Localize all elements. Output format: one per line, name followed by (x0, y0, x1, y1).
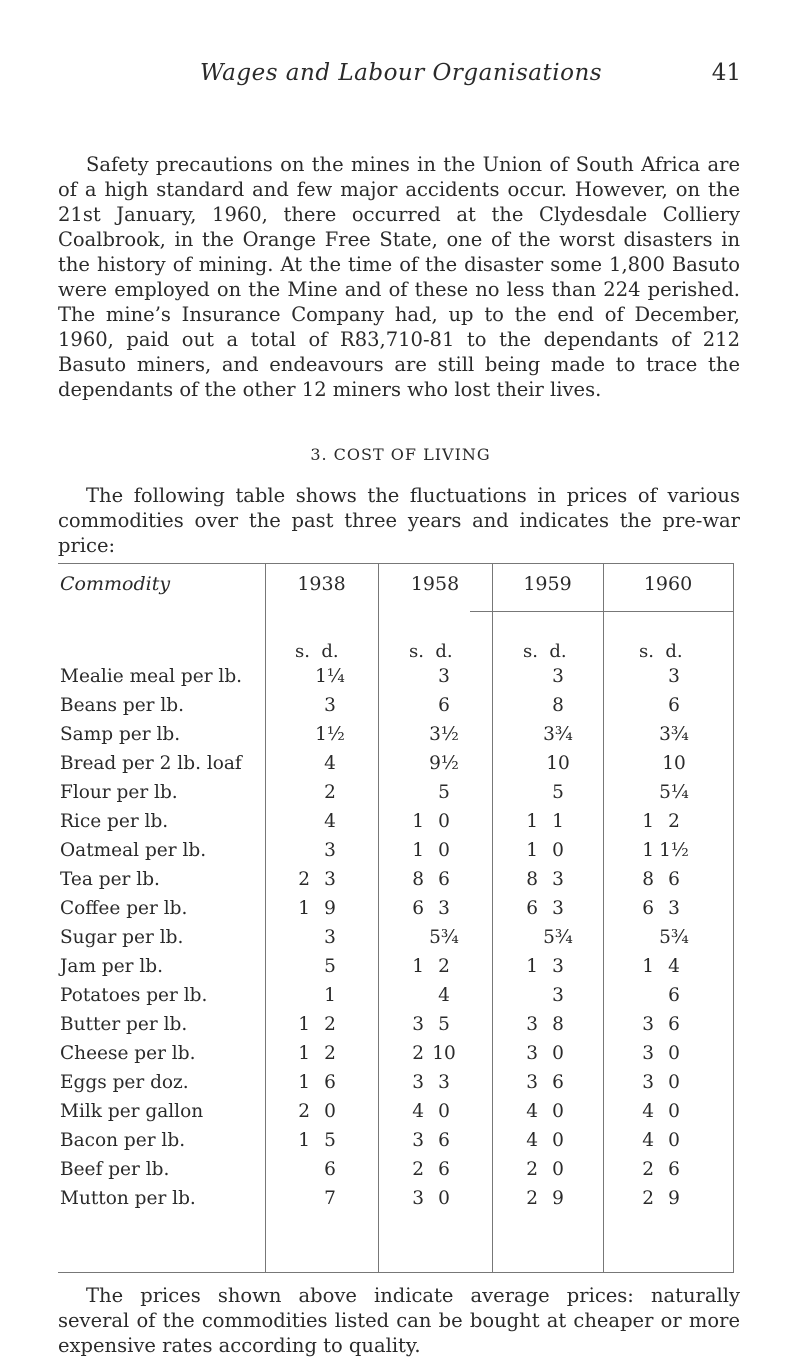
shillings-value: 4 (642, 1101, 654, 1122)
price-1938 (286, 1188, 350, 1209)
unit-label: s. d. (409, 641, 453, 662)
pence-value: 1 (324, 985, 336, 1006)
price-1960 (630, 782, 694, 803)
price-1938 (286, 898, 350, 919)
table-bottom-rule (58, 1272, 734, 1273)
pence-value: 6 (668, 695, 680, 716)
price-1959 (514, 1072, 578, 1093)
pence-value: 0 (438, 840, 450, 861)
price-1960 (630, 956, 694, 977)
pence-value: 1½ (659, 840, 689, 861)
price-1938 (286, 840, 350, 861)
unit-label: s. d. (295, 641, 339, 662)
shillings-value: 4 (526, 1130, 538, 1151)
shillings-value: 1 (298, 1130, 310, 1151)
table-row (58, 898, 734, 927)
shillings-value: 1 (298, 1014, 310, 1035)
price-1960 (630, 1014, 694, 1035)
commodity-name: Eggs per doz. (60, 1072, 189, 1093)
pence-value: 10 (662, 753, 686, 774)
pence-value: 2 (324, 782, 336, 803)
shillings-value: 6 (412, 898, 424, 919)
unit-label: s. d. (639, 641, 683, 662)
table-top-rule (58, 563, 734, 564)
pence-value: 5 (324, 1130, 336, 1151)
table-row (58, 1130, 734, 1159)
price-1938 (286, 927, 350, 948)
table-row (58, 782, 734, 811)
price-1938 (286, 811, 350, 832)
shillings-value: 4 (412, 1101, 424, 1122)
price-1938 (286, 1159, 350, 1180)
shillings-value: 8 (642, 869, 654, 890)
pence-value: 5 (324, 956, 336, 977)
shillings-value: 2 (412, 1043, 424, 1064)
price-1959 (514, 782, 578, 803)
shillings-value: 1 (412, 811, 424, 832)
commodity-name: Beef per lb. (60, 1159, 170, 1180)
commodity-name: Cheese per lb. (60, 1043, 196, 1064)
pence-value: 9½ (429, 753, 459, 774)
price-1959 (514, 695, 578, 716)
shillings-value: 1 (412, 840, 424, 861)
shillings-value: 2 (642, 1159, 654, 1180)
pence-value: 3 (552, 985, 564, 1006)
paragraph-price-note: The prices shown above indicate average prices: naturally several of the commodities listed can be bought at cheaper or more expensive rates according to quality. (58, 1284, 740, 1357)
price-1958 (400, 1043, 464, 1064)
shillings-value: 3 (412, 1072, 424, 1093)
pence-value: 0 (668, 1101, 680, 1122)
price-1960 (630, 666, 694, 687)
pence-value: 10 (432, 1043, 456, 1064)
pence-value: 1 (552, 811, 564, 832)
pence-value: 6 (438, 1130, 450, 1151)
pence-value: 3 (668, 666, 680, 687)
pence-value: 1¼ (315, 666, 345, 687)
price-1960 (630, 1072, 694, 1093)
shillings-value: 2 (642, 1188, 654, 1209)
pence-value: 6 (668, 1014, 680, 1035)
shillings-value: 1 (642, 956, 654, 977)
pence-value: 3 (438, 666, 450, 687)
price-1960 (630, 840, 694, 861)
pence-value: 6 (438, 869, 450, 890)
commodity-name: Bacon per lb. (60, 1130, 186, 1151)
pence-value: 0 (438, 1188, 450, 1209)
pence-value: 9 (668, 1188, 680, 1209)
commodity-name: Butter per lb. (60, 1014, 188, 1035)
table-row (58, 985, 734, 1014)
shillings-value: 6 (642, 898, 654, 919)
pence-value: 2 (438, 956, 450, 977)
commodity-name: Samp per lb. (60, 724, 181, 745)
shillings-value: 4 (642, 1130, 654, 1151)
commodity-name: Tea per lb. (60, 869, 160, 890)
price-1960 (630, 811, 694, 832)
table-row (58, 666, 734, 695)
commodity-name: Beans per lb. (60, 695, 185, 716)
shillings-value: 1 (526, 840, 538, 861)
pence-value: 3 (552, 666, 564, 687)
price-1958 (400, 753, 464, 774)
price-1958 (400, 956, 464, 977)
price-1938 (286, 869, 350, 890)
shillings-value: 2 (298, 1101, 310, 1122)
pence-value: 2 (324, 1014, 336, 1035)
price-1958 (400, 695, 464, 716)
price-1960 (630, 1043, 694, 1064)
commodity-name: Oatmeal per lb. (60, 840, 207, 861)
price-1959 (514, 724, 578, 745)
unit-label: s. d. (523, 641, 567, 662)
price-1938 (286, 666, 350, 687)
price-1938 (286, 1043, 350, 1064)
pence-value: 0 (552, 1101, 564, 1122)
shillings-value: 1 (526, 811, 538, 832)
pence-value: 10 (546, 753, 570, 774)
price-1960 (630, 724, 694, 745)
price-1960 (630, 695, 694, 716)
pence-value: 4 (324, 811, 336, 832)
price-1958 (400, 927, 464, 948)
price-1959 (514, 1014, 578, 1035)
pence-value: 0 (668, 1130, 680, 1151)
pence-value: 0 (552, 1130, 564, 1151)
price-1958 (400, 1072, 464, 1093)
table-row (58, 1101, 734, 1130)
pence-value: 4 (324, 753, 336, 774)
shillings-value: 1 (526, 956, 538, 977)
pence-value: 3 (324, 869, 336, 890)
shillings-value: 3 (642, 1043, 654, 1064)
table-row (58, 695, 734, 724)
price-1960 (630, 1101, 694, 1122)
pence-value: 6 (668, 869, 680, 890)
price-1958 (400, 724, 464, 745)
price-1938 (286, 956, 350, 977)
pence-value: 8 (552, 695, 564, 716)
price-1959 (514, 985, 578, 1006)
shillings-value: 3 (526, 1072, 538, 1093)
pence-value: 0 (668, 1072, 680, 1093)
pence-value: 5¾ (429, 927, 459, 948)
pence-value: 4 (438, 985, 450, 1006)
price-1938 (286, 695, 350, 716)
price-1958 (400, 1159, 464, 1180)
header-1958: 1958 (410, 573, 460, 595)
section-heading-cost-of-living: 3. COST OF LIVING (310, 445, 491, 464)
pence-value: 5 (438, 1014, 450, 1035)
commodity-name: Jam per lb. (60, 956, 164, 977)
price-1959 (514, 956, 578, 977)
shillings-value: 1 (642, 840, 654, 861)
pence-value: 8 (552, 1014, 564, 1035)
pence-value: 6 (668, 1159, 680, 1180)
pence-value: 5¾ (659, 927, 689, 948)
price-1938 (286, 1101, 350, 1122)
pence-value: 3 (552, 869, 564, 890)
price-1960 (630, 753, 694, 774)
pence-value: 6 (324, 1159, 336, 1180)
price-1959 (514, 1043, 578, 1064)
pence-value: 3¾ (543, 724, 573, 745)
pence-value: 0 (552, 840, 564, 861)
header-rule-1960 (603, 611, 734, 612)
running-title: Wages and Labour Organisations (200, 60, 603, 86)
pence-value: 6 (668, 985, 680, 1006)
page-header (0, 60, 801, 100)
price-1938 (286, 1014, 350, 1035)
pence-value: 9 (552, 1188, 564, 1209)
shillings-value: 2 (526, 1188, 538, 1209)
shillings-value: 1 (298, 1043, 310, 1064)
commodity-name: Mealie meal per lb. (60, 666, 243, 687)
price-1938 (286, 985, 350, 1006)
shillings-value: 1 (298, 1072, 310, 1093)
shillings-value: 3 (526, 1043, 538, 1064)
pence-value: 6 (438, 1159, 450, 1180)
price-1960 (630, 1130, 694, 1151)
price-1938 (286, 1072, 350, 1093)
shillings-value: 2 (412, 1159, 424, 1180)
price-1938 (286, 753, 350, 774)
pence-value: 3 (668, 898, 680, 919)
price-1960 (630, 869, 694, 890)
shillings-value: 3 (412, 1130, 424, 1151)
price-1958 (400, 1188, 464, 1209)
pence-value: 3 (552, 898, 564, 919)
pence-value: 2 (668, 811, 680, 832)
pence-value: 0 (324, 1101, 336, 1122)
commodity-name: Sugar per lb. (60, 927, 184, 948)
table-row (58, 1043, 734, 1072)
price-1960 (630, 985, 694, 1006)
pence-value: 5¾ (543, 927, 573, 948)
shillings-value: 1 (298, 898, 310, 919)
table-row (58, 1159, 734, 1188)
pence-value: 7 (324, 1188, 336, 1209)
price-1958 (400, 869, 464, 890)
shillings-value: 8 (526, 869, 538, 890)
price-1958 (400, 666, 464, 687)
shillings-value: 3 (412, 1014, 424, 1035)
price-1960 (630, 1159, 694, 1180)
pence-value: 6 (552, 1072, 564, 1093)
price-1959 (514, 927, 578, 948)
table-row (58, 956, 734, 985)
price-1959 (514, 811, 578, 832)
pence-value: 6 (438, 695, 450, 716)
price-1958 (400, 1014, 464, 1035)
pence-value: 3 (438, 1072, 450, 1093)
pence-value: 3 (438, 898, 450, 919)
pence-value: 5 (438, 782, 450, 803)
shillings-value: 8 (412, 869, 424, 890)
price-1959 (514, 898, 578, 919)
commodity-name: Coffee per lb. (60, 898, 188, 919)
commodity-name: Mutton per lb. (60, 1188, 196, 1209)
price-1958 (400, 782, 464, 803)
page-number: 41 (711, 60, 741, 86)
pence-value: 1½ (315, 724, 345, 745)
price-1959 (514, 1188, 578, 1209)
pence-value: 4 (668, 956, 680, 977)
price-1938 (286, 782, 350, 803)
price-1959 (514, 666, 578, 687)
price-1938 (286, 724, 350, 745)
pence-value: 0 (552, 1043, 564, 1064)
price-1958 (400, 840, 464, 861)
price-1958 (400, 811, 464, 832)
pence-value: 3¾ (659, 724, 689, 745)
pence-value: 3½ (429, 724, 459, 745)
pence-value: 3 (324, 840, 336, 861)
price-1958 (400, 1101, 464, 1122)
table-row (58, 869, 734, 898)
commodity-name: Bread per 2 lb. loaf (60, 753, 242, 774)
header-1960: 1960 (643, 573, 693, 595)
price-1960 (630, 1188, 694, 1209)
table-row (58, 840, 734, 869)
price-1958 (400, 985, 464, 1006)
price-1959 (514, 1159, 578, 1180)
shillings-value: 6 (526, 898, 538, 919)
pence-value: 0 (438, 1101, 450, 1122)
commodity-name: Flour per lb. (60, 782, 178, 803)
shillings-value: 3 (412, 1188, 424, 1209)
price-1959 (514, 1101, 578, 1122)
commodity-name: Milk per gallon (60, 1101, 204, 1122)
price-1960 (630, 898, 694, 919)
table-row (58, 927, 734, 956)
pence-value: 3 (552, 956, 564, 977)
header-rule-1959 (470, 611, 603, 612)
price-1958 (400, 898, 464, 919)
table-row (58, 753, 734, 782)
pence-value: 2 (324, 1043, 336, 1064)
shillings-value: 3 (642, 1072, 654, 1093)
pence-value: 3 (324, 695, 336, 716)
price-1938 (286, 1130, 350, 1151)
pence-value: 5 (552, 782, 564, 803)
table-row (58, 811, 734, 840)
table-row (58, 1188, 734, 1217)
price-table (58, 563, 734, 1273)
price-1958 (400, 1130, 464, 1151)
pence-value: 6 (324, 1072, 336, 1093)
pence-value: 0 (438, 811, 450, 832)
shillings-value: 3 (642, 1014, 654, 1035)
paragraph-safety-precautions: Safety precautions on the mines in the Union of South Africa are of a high standard and few major accidents occur. However, on the 21st January, 1960, there occurred at the Clydesdale Colliery Coalbrook, in the Orange Free State, one of the worst disasters in the history of mining. At the time of the disaster some 1,800 Basuto were employed on the Mine and of these no less than 224 perished. The mine’s Insurance Company had, up to the end of December, 1960, paid out a total of R83,710-81 to the dependants of 212 Basuto miners, and endeavours are still being made to trace the dependants of the other 12 miners who lost their lives. (58, 153, 740, 401)
commodity-name: Potatoes per lb. (60, 985, 208, 1006)
price-1959 (514, 1130, 578, 1151)
shillings-value: 3 (526, 1014, 538, 1035)
pence-value: 3 (324, 927, 336, 948)
pence-value: 9 (324, 898, 336, 919)
pence-value: 0 (668, 1043, 680, 1064)
shillings-value: 1 (412, 956, 424, 977)
price-1960 (630, 927, 694, 948)
paragraph-table-intro: The following table shows the fluctuations in prices of various commodities over the past three years and indicates the pre-war price: (58, 484, 740, 557)
header-1938: 1938 (297, 573, 346, 595)
price-1959 (514, 753, 578, 774)
table-row (58, 724, 734, 753)
pence-value: 0 (552, 1159, 564, 1180)
header-1959: 1959 (523, 573, 572, 595)
table-row (58, 1014, 734, 1043)
shillings-value: 1 (642, 811, 654, 832)
commodity-name: Rice per lb. (60, 811, 169, 832)
shillings-value: 4 (526, 1101, 538, 1122)
price-1959 (514, 869, 578, 890)
shillings-value: 2 (298, 869, 310, 890)
shillings-value: 2 (526, 1159, 538, 1180)
price-1959 (514, 840, 578, 861)
pence-value: 5¼ (659, 782, 689, 803)
table-row (58, 1072, 734, 1101)
header-commodity: Commodity (60, 573, 171, 595)
